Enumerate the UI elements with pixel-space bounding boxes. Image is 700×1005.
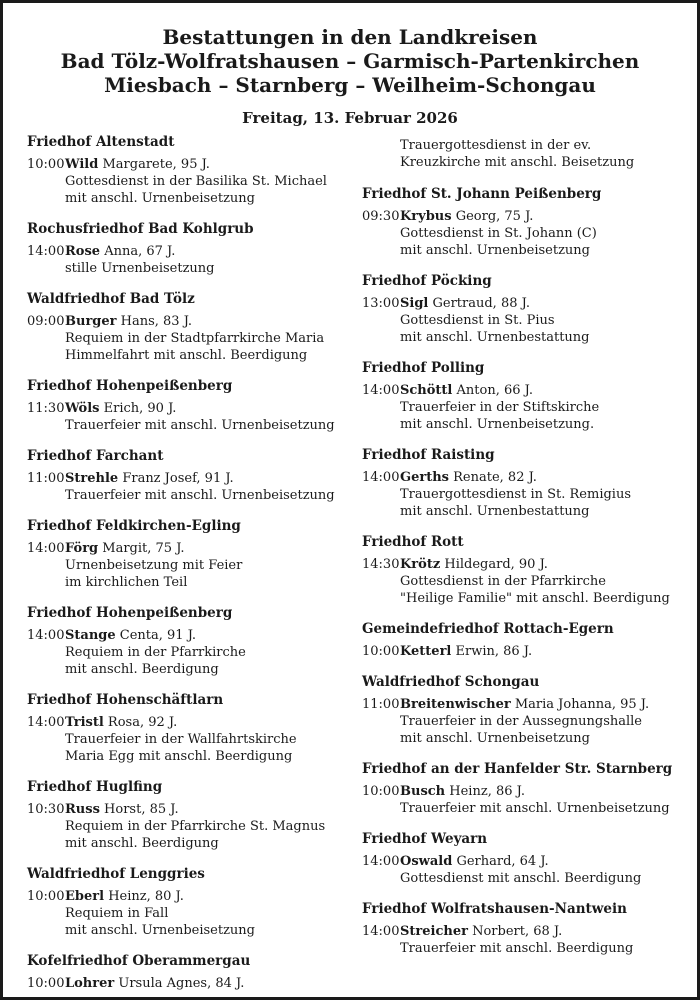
funeral-entry <box>27 540 357 557</box>
deceased-given-name-age: Ursula Agnes, 84 J. <box>118 976 245 991</box>
cemetery-section <box>362 359 692 433</box>
cemetery-name: Friedhof Weyarn <box>362 831 488 847</box>
cemetery-name: Waldfriedhof Schongau <box>362 674 540 690</box>
ceremony-detail: Requiem in der Pfarrkirche <box>65 645 246 660</box>
ceremony-detail: Gottesdienst in der Pfarrkirche <box>400 574 606 589</box>
ceremony-detail: Maria Egg mit anschl. Beerdigung <box>65 749 293 764</box>
page-title-line: Miesbach – Starnberg – Weilheim-Schongau <box>104 73 596 97</box>
funeral-entry <box>362 382 692 399</box>
cemetery-section <box>362 272 692 346</box>
deceased-given-name-age: Anton, 66 J. <box>456 383 533 398</box>
cemetery-name: Friedhof an der Hanfelder Str. Starnberg <box>362 761 673 777</box>
ceremony-detail: mit anschl. Urnenbeisetzung <box>400 243 590 258</box>
deceased-given-name-age: Margarete, 95 J. <box>102 157 210 172</box>
funeral-entry <box>27 801 357 818</box>
funeral-time: 10:00 <box>27 157 65 172</box>
deceased-given-name-age: Centa, 91 J. <box>119 628 197 643</box>
deceased-surname: Krybus <box>400 209 452 224</box>
page-title-line: Bestattungen in den Landkreisen <box>162 25 538 49</box>
funeral-time: 14:00 <box>362 924 400 939</box>
funeral-time: 10:00 <box>362 644 400 659</box>
funeral-entry <box>27 313 357 330</box>
funeral-entry <box>362 783 692 800</box>
funeral-time: 14:00 <box>27 244 65 259</box>
deceased-given-name-age: Heinz, 80 J. <box>108 889 184 904</box>
ceremony-detail: Gottesdienst mit anschl. Beerdigung <box>400 871 642 886</box>
ceremony-detail: Requiem in der Stadtpfarrkirche Maria <box>65 331 325 346</box>
ceremony-detail: Himmelfahrt mit anschl. Beerdigung <box>65 348 308 363</box>
deceased-given-name-age: Maria Johanna, 95 J. <box>514 697 650 712</box>
ceremony-detail: mit anschl. Urnenbeisetzung <box>65 923 255 938</box>
ceremony-detail: Trauerfeier mit anschl. Beerdigung <box>400 941 634 956</box>
deceased-given-name-age: Margit, 75 J. <box>102 541 185 556</box>
funeral-time: 10:00 <box>27 889 65 904</box>
funeral-time: 14:00 <box>362 470 400 485</box>
deceased-surname: Sigl <box>400 296 429 311</box>
deceased-surname: Busch <box>400 784 446 799</box>
cemetery-name: Friedhof Polling <box>362 360 485 376</box>
continuation-line: Kreuzkirche mit anschl. Beisetzung <box>400 155 635 170</box>
deceased-surname: Krötz <box>400 557 441 572</box>
ceremony-detail: Gottesdienst in der Basilika St. Michael <box>65 174 327 189</box>
funeral-time: 09:30 <box>362 209 400 224</box>
funeral-time: 14:00 <box>27 628 65 643</box>
deceased-surname: Schöttl <box>400 383 453 398</box>
ceremony-detail: "Heilige Familie" mit anschl. Beerdigung <box>400 591 670 606</box>
deceased-given-name-age: Norbert, 68 J. <box>472 924 563 939</box>
cemetery-section <box>27 447 357 504</box>
cemetery-section <box>362 760 692 817</box>
cemetery-section <box>362 446 692 520</box>
cemetery-name: Waldfriedhof Bad Tölz <box>27 291 195 307</box>
cemetery-section <box>27 778 357 852</box>
deceased-given-name-age: Georg, 75 J. <box>455 209 534 224</box>
funeral-time: 14:00 <box>362 854 400 869</box>
cemetery-name: Friedhof Raisting <box>362 447 495 463</box>
cemetery-name: Friedhof Rott <box>362 534 464 550</box>
deceased-given-name-age: Franz Josef, 91 J. <box>122 471 234 486</box>
cemetery-section <box>27 377 357 434</box>
deceased-given-name-age: Hildegard, 90 J. <box>444 557 548 572</box>
ceremony-detail: Trauerfeier in der Aussegnungshalle <box>400 714 643 729</box>
cemetery-section <box>362 533 692 607</box>
cemetery-name: Friedhof Hohenschäftlarn <box>27 692 224 708</box>
continuation-text <box>362 137 692 171</box>
funeral-time: 11:00 <box>27 471 65 486</box>
funeral-entry <box>362 923 692 940</box>
right-column-sections <box>362 185 692 957</box>
page-title-line: Bad Tölz-Wolfratshausen – Garmisch-Partenkirchen <box>60 49 640 73</box>
deceased-given-name-age: Heinz, 86 J. <box>449 784 525 799</box>
funeral-time: 10:30 <box>27 802 65 817</box>
deceased-surname: Oswald <box>400 854 453 869</box>
funeral-entry <box>362 556 692 573</box>
ceremony-detail: Requiem in Fall <box>65 906 169 921</box>
cemetery-section <box>27 604 357 678</box>
ceremony-detail: mit anschl. Urnenbeisetzung <box>65 191 255 206</box>
funeral-time: 14:00 <box>27 541 65 556</box>
funeral-time: 11:30 <box>27 401 65 416</box>
deceased-given-name-age: Rosa, 92 J. <box>107 715 178 730</box>
funeral-time: 11:00 <box>362 697 400 712</box>
deceased-surname: Breitenwischer <box>400 697 511 712</box>
deceased-surname: Stange <box>65 628 116 643</box>
ceremony-detail: Gottesdienst in St. Pius <box>400 313 555 328</box>
page-date: Freitag, 13. Februar 2026 <box>242 109 458 127</box>
funeral-entry <box>27 470 357 487</box>
deceased-surname: Strehle <box>65 471 119 486</box>
cemetery-section <box>27 865 357 939</box>
funeral-entry <box>362 469 692 486</box>
cemetery-section <box>362 185 692 259</box>
deceased-surname: Gerths <box>400 470 449 485</box>
ceremony-detail: Trauerfeier mit anschl. Urnenbeisetzung <box>65 418 335 433</box>
deceased-given-name-age: Erwin, 86 J. <box>455 644 533 659</box>
cemetery-name: Friedhof Farchant <box>27 448 164 464</box>
ceremony-detail: mit anschl. Urnenbestattung <box>400 330 590 345</box>
cemetery-section <box>27 517 357 591</box>
cemetery-name: Friedhof Pöcking <box>362 273 492 289</box>
funeral-time: 13:00 <box>362 296 400 311</box>
deceased-surname: Wild <box>65 157 99 172</box>
deceased-surname: Lohrer <box>65 976 115 991</box>
ceremony-detail: mit anschl. Urnenbeisetzung <box>400 731 590 746</box>
funeral-time: 10:00 <box>362 784 400 799</box>
ceremony-detail: mit anschl. Beerdigung <box>65 662 219 677</box>
funeral-time: 14:00 <box>362 383 400 398</box>
cemetery-name: Friedhof Huglfing <box>27 779 163 795</box>
cemetery-name: Friedhof St. Johann Peißenberg <box>362 186 602 202</box>
listing-columns <box>27 133 677 997</box>
funeral-entry <box>362 696 692 713</box>
deceased-surname: Streicher <box>400 924 468 939</box>
deceased-surname: Wöls <box>65 401 100 416</box>
cemetery-name: Gemeindefriedhof Rottach-Egern <box>362 621 614 637</box>
cemetery-name: Kofelfriedhof Oberammergau <box>27 953 251 969</box>
cemetery-section <box>27 952 357 992</box>
ceremony-detail: mit anschl. Urnenbeisetzung. <box>400 417 595 432</box>
funeral-entry <box>362 208 692 225</box>
deceased-surname: Russ <box>65 802 100 817</box>
funeral-entry <box>27 627 357 644</box>
deceased-surname: Ketterl <box>400 644 452 659</box>
cemetery-section <box>27 290 357 364</box>
cemetery-name: Waldfriedhof Lenggries <box>27 866 205 882</box>
cemetery-section <box>362 900 692 957</box>
ceremony-detail: mit anschl. Urnenbestattung <box>400 504 590 519</box>
funeral-time: 14:30 <box>362 557 400 572</box>
ceremony-detail: Urnenbeisetzung mit Feier <box>65 558 243 573</box>
cemetery-section <box>27 220 357 277</box>
right-column <box>362 137 692 970</box>
deceased-given-name-age: Anna, 67 J. <box>104 244 176 259</box>
funeral-entry <box>27 714 357 731</box>
cemetery-section <box>27 691 357 765</box>
funeral-entry <box>27 243 357 260</box>
ceremony-detail: Trauergottesdienst in St. Remigius <box>400 487 631 502</box>
cemetery-name: Friedhof Altenstadt <box>27 134 175 150</box>
cemetery-section <box>362 830 692 887</box>
ceremony-detail: Gottesdienst in St. Johann (C) <box>400 226 597 241</box>
deceased-surname: Burger <box>65 314 117 329</box>
ceremony-detail: stille Urnenbeisetzung <box>65 261 215 276</box>
ceremony-detail: Trauerfeier mit anschl. Urnenbeisetzung <box>400 801 670 816</box>
deceased-given-name-age: Gertraud, 88 J. <box>432 296 530 311</box>
deceased-surname: Eberl <box>65 889 105 904</box>
deceased-given-name-age: Gerhard, 64 J. <box>456 854 549 869</box>
funeral-entry <box>27 975 357 992</box>
funeral-entry <box>27 400 357 417</box>
funeral-entry <box>362 295 692 312</box>
cemetery-name: Friedhof Wolfratshausen-Nantwein <box>362 901 627 917</box>
ceremony-detail: im kirchlichen Teil <box>65 575 188 590</box>
ceremony-detail: Trauerfeier mit anschl. Urnenbeisetzung <box>65 488 335 503</box>
funeral-entry <box>362 853 692 870</box>
cemetery-name: Friedhof Hohenpeißenberg <box>27 605 233 621</box>
page-header <box>15 3 685 127</box>
ceremony-detail: Trauerfeier in der Stiftskirche <box>400 400 600 415</box>
deceased-given-name-age: Erich, 90 J. <box>103 401 177 416</box>
deceased-surname: Förg <box>65 541 99 556</box>
funeral-entry <box>27 156 357 173</box>
cemetery-name: Rochusfriedhof Bad Kohlgrub <box>27 221 254 237</box>
cemetery-section <box>362 673 692 747</box>
deceased-surname: Rose <box>65 244 101 259</box>
funeral-entry <box>362 643 692 660</box>
deceased-surname: Tristl <box>65 715 104 730</box>
cemetery-name: Friedhof Hohenpeißenberg <box>27 378 233 394</box>
funeral-time: 14:00 <box>27 715 65 730</box>
cemetery-name: Friedhof Feldkirchen-Egling <box>27 518 241 534</box>
ceremony-detail: Trauerfeier in der Wallfahrtskirche <box>65 732 297 747</box>
funeral-entry <box>27 888 357 905</box>
deceased-given-name-age: Horst, 85 J. <box>104 802 179 817</box>
ceremony-detail: Requiem in der Pfarrkirche St. Magnus <box>65 819 326 834</box>
continuation-line: Trauergottesdienst in der ev. <box>400 138 592 153</box>
deceased-given-name-age: Hans, 83 J. <box>120 314 193 329</box>
left-column <box>27 133 357 1005</box>
deceased-given-name-age: Renate, 82 J. <box>453 470 537 485</box>
funeral-time: 09:00 <box>27 314 65 329</box>
cemetery-section <box>27 133 357 207</box>
ceremony-detail: mit anschl. Beerdigung <box>65 836 219 851</box>
funeral-time: 10:00 <box>27 976 65 991</box>
cemetery-section <box>362 620 692 660</box>
